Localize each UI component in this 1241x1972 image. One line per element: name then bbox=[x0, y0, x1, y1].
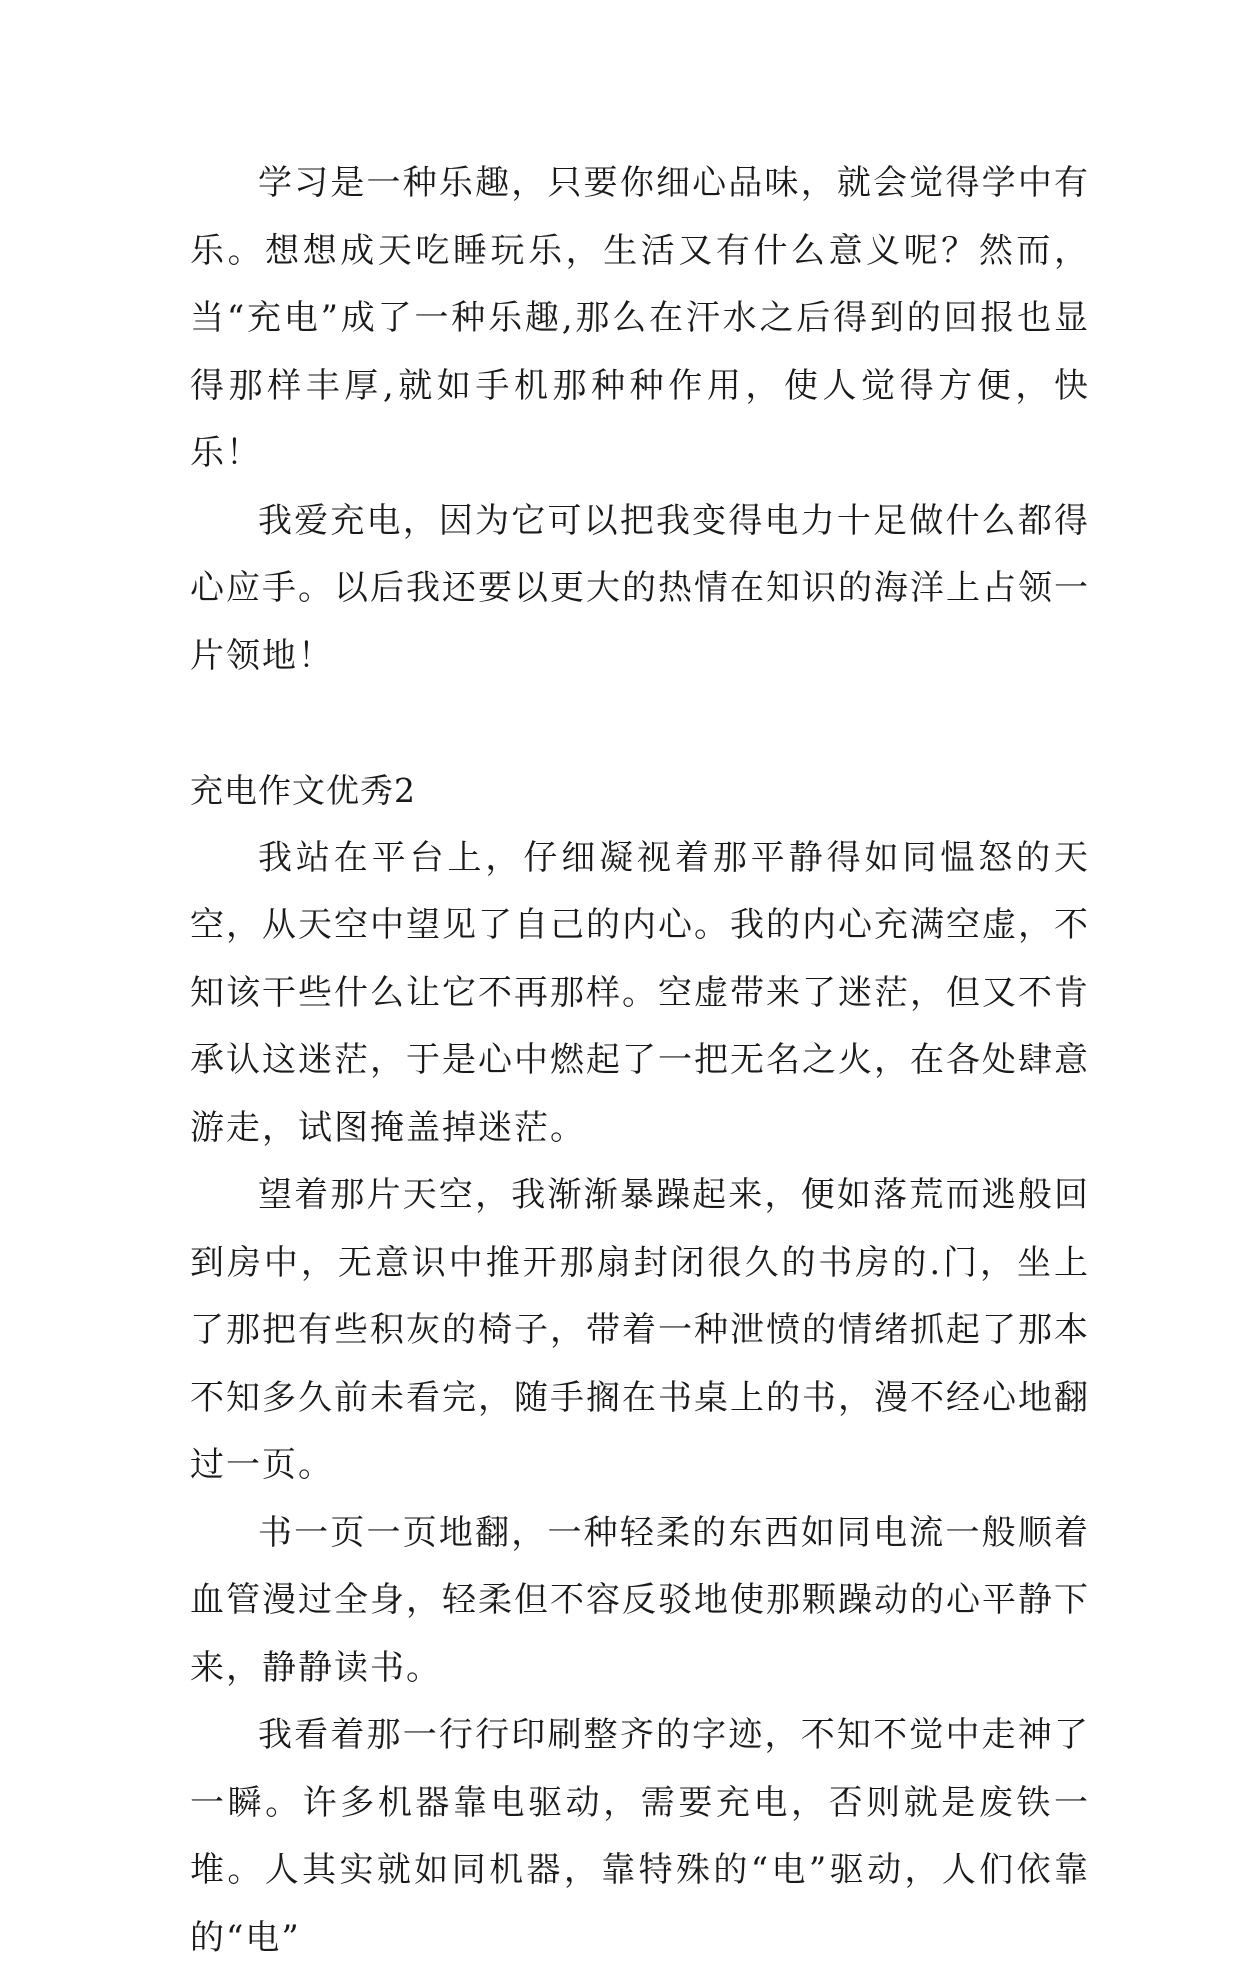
paragraph: 望着那片天空，我渐渐暴躁起来，便如落荒而逃般回到房中，无意识中推开那扇封闭很久的书房的.门，坐上了那把有些积灰的椅子，带着一种泄愤的情绪抓起了那本不知多久前未看完，随手搁在书桌上的书，漫不经心地翻过一页。 bbox=[190, 1175, 1090, 1485]
paragraph: 书一页一页地翻，一种轻柔的东西如同电流一般顺着血管漫过全身，轻柔但不容反驳地使那颗躁动的心平静下来，静静读书。 bbox=[190, 1512, 1090, 1688]
paragraph: 学习是一种乐趣，只要你细心品味，就会觉得学中有乐。想想成天吃睡玩乐，生活又有什么意义呢？然而，当“充电”成了一种乐趣,那么在汗水之后得到的回报也显得那样丰厚,就如手机那种种作用，使人觉得方便，快乐！ bbox=[190, 163, 1090, 473]
section-heading: 充电作文优秀2 bbox=[190, 771, 416, 810]
paragraph: 我爱充电，因为它可以把我变得电力十足做什么都得心应手。以后我还要以更大的热情在知识的海洋上占领一片领地！ bbox=[190, 500, 1090, 676]
paragraph: 我看着那一行行印刷整齐的字迹，不知不觉中走神了一瞬。许多机器靠电驱动，需要充电，否则就是废铁一堆。人其实就如同机器，靠特殊的“电”驱动，人们依靠的“电” bbox=[190, 1715, 1090, 1958]
paragraph: 我站在平台上，仔细凝视着那平静得如同愠怒的天空，从天空中望见了自己的内心。我的内心充满空虚，不知该干些什么让它不再那样。空虚带来了迷茫，但又不肯承认这迷茫，于是心中燃起了一把无名之火，在各处肆意游走，试图掩盖掉迷茫。 bbox=[190, 837, 1090, 1148]
document-body bbox=[190, 150, 1090, 1972]
